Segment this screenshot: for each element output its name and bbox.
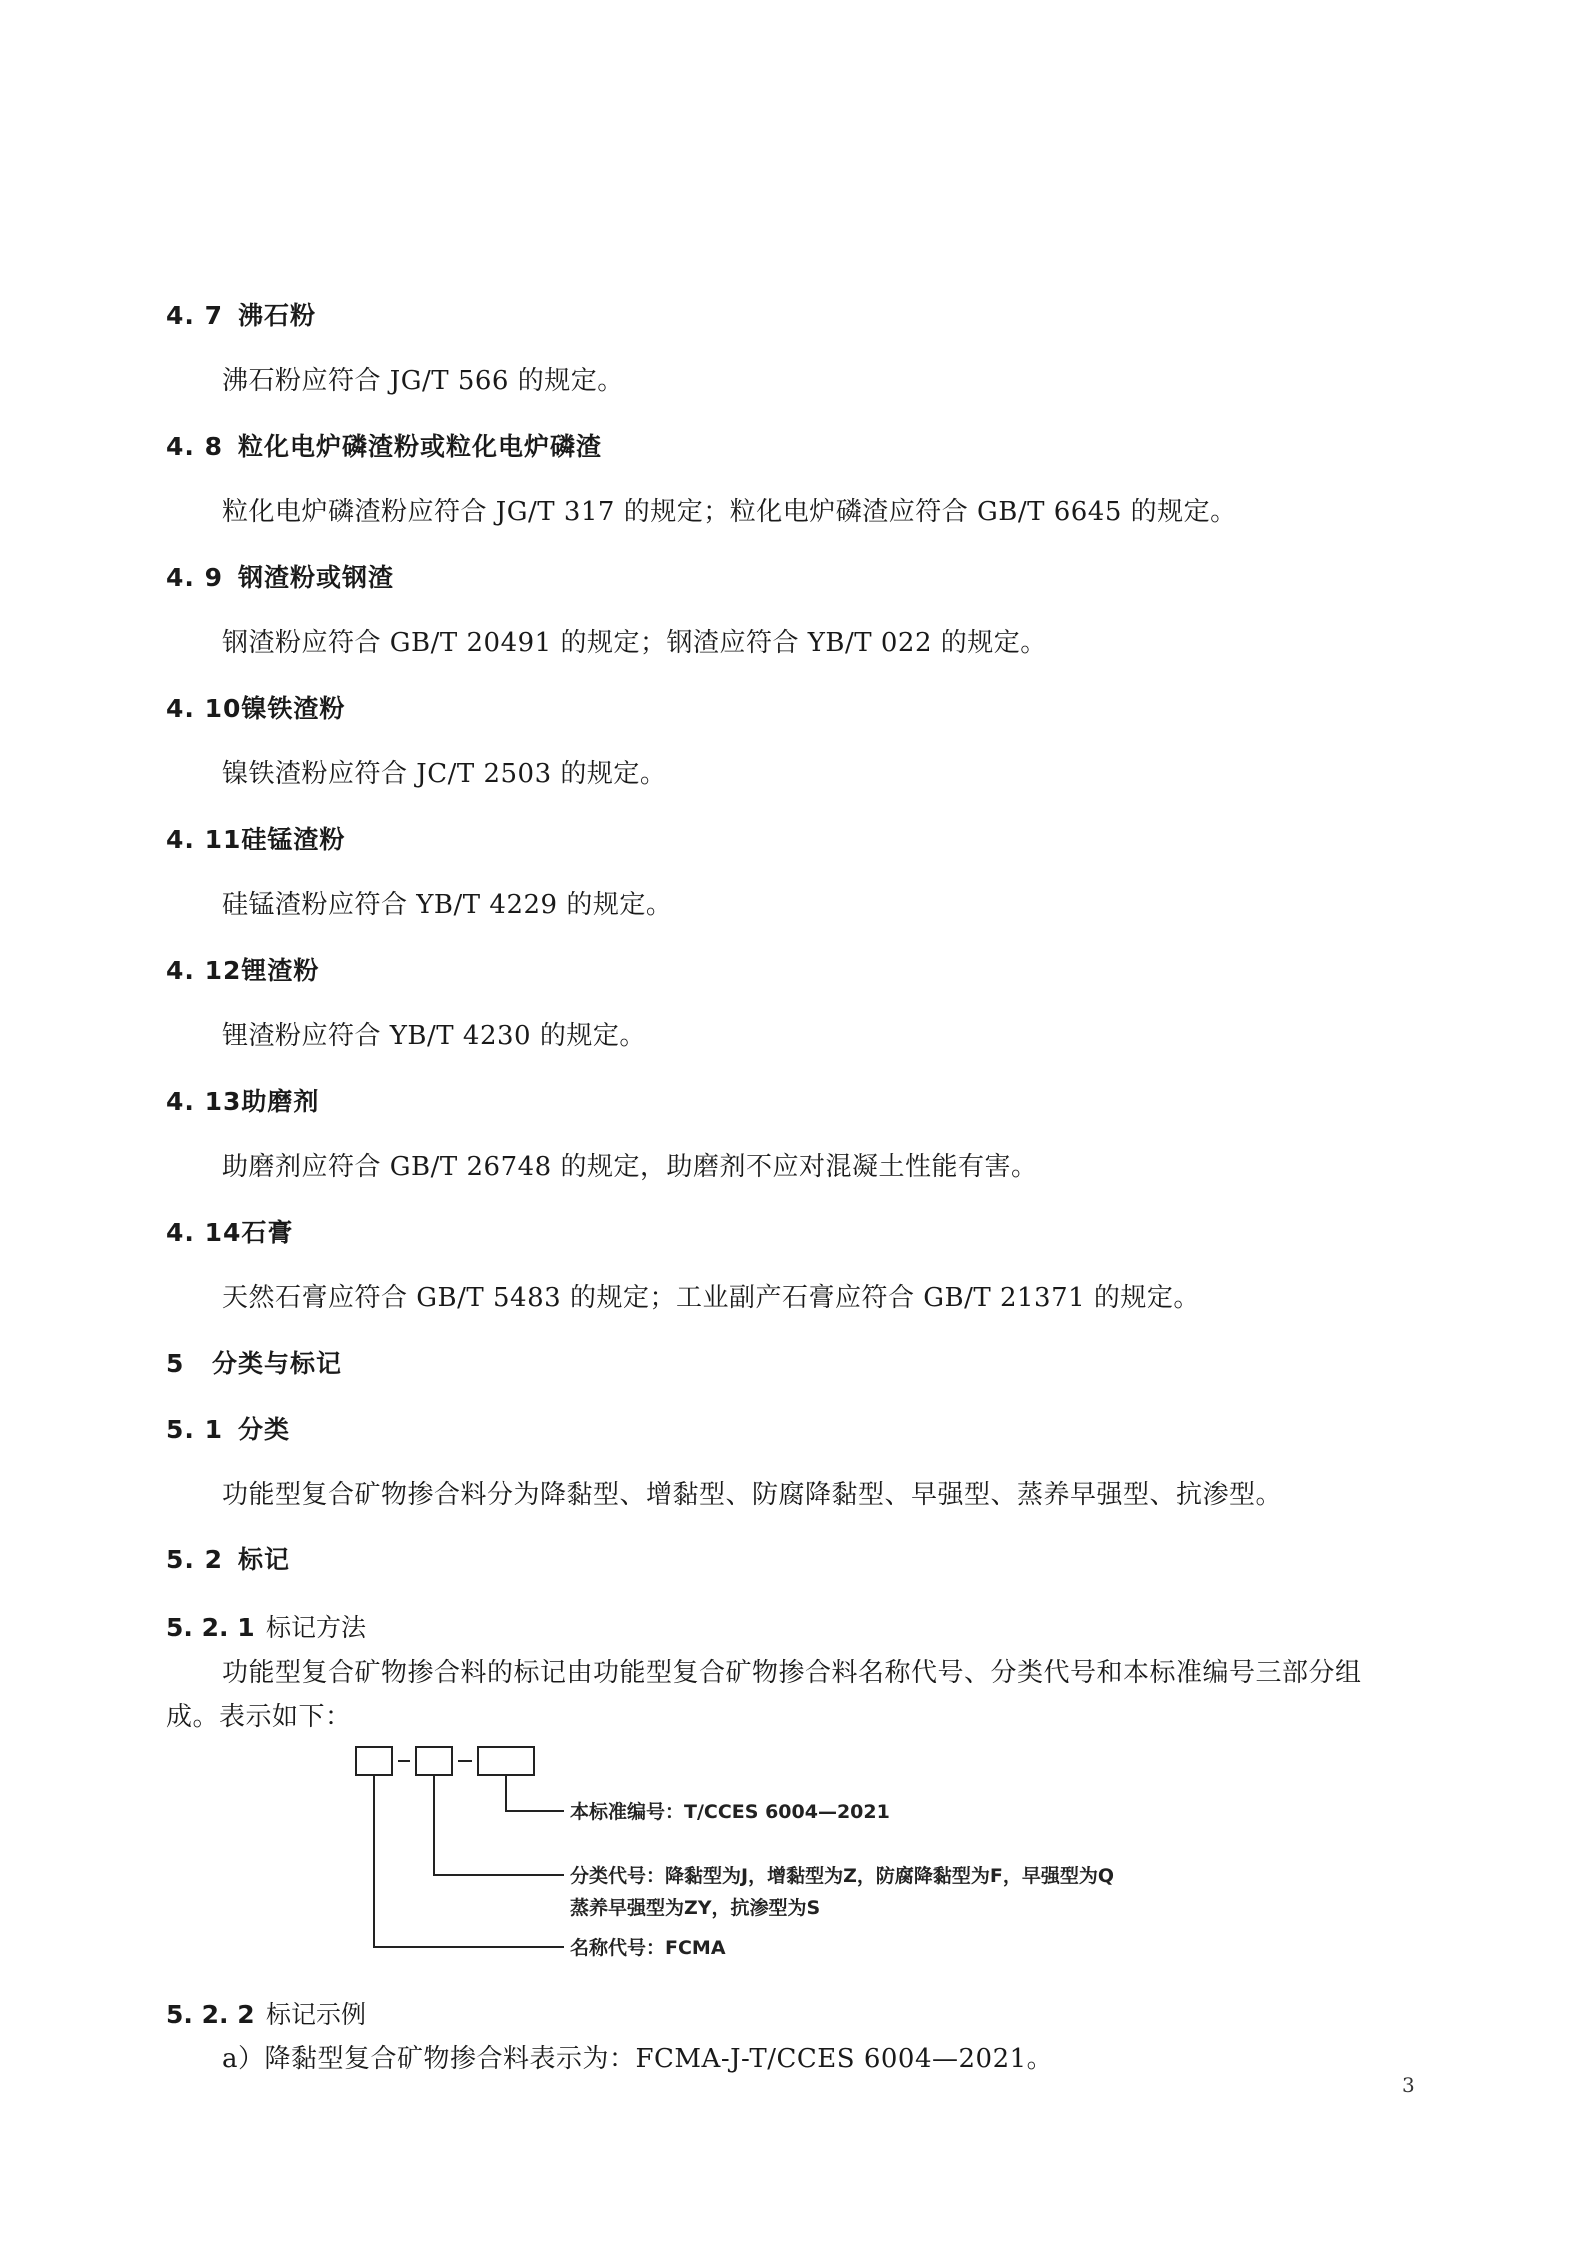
section-number: 4. 12 xyxy=(166,956,242,985)
section-number: 4. 14 xyxy=(166,1218,242,1247)
section-title: 钢渣粉或钢渣 xyxy=(238,563,395,592)
subsection-heading xyxy=(166,1995,366,2031)
section-heading xyxy=(166,558,394,594)
name-leader-line xyxy=(374,1775,564,1947)
chapter-heading xyxy=(166,1344,342,1380)
page-number: 3 xyxy=(1402,2073,1415,2097)
class-leader-line xyxy=(434,1775,564,1875)
standard-label: 本标准编号：T/CCES 6004—2021 xyxy=(570,1801,890,1823)
subsection-title: 标记示例 xyxy=(266,2000,367,2029)
standard-number-box xyxy=(478,1747,534,1775)
class-code-box xyxy=(416,1747,452,1775)
section-number: 5. 1 xyxy=(166,1415,223,1444)
section-title: 粒化电炉磷渣粉或粒化电炉磷渣 xyxy=(238,432,603,461)
section-text: 助磨剂应符合 GB/T 26748 的规定，助磨剂不应对混凝土性能有害。 xyxy=(222,1152,1038,1182)
marking-diagram xyxy=(350,1740,1250,1960)
section-text: 钢渣粉应符合 GB/T 20491 的规定；钢渣应符合 YB/T 022 的规定。 xyxy=(222,628,1047,658)
section-text: 镍铁渣粉应符合 JC/T 2503 的规定。 xyxy=(222,759,667,789)
name-code-box xyxy=(356,1747,392,1775)
subsection-number: 5. 2. 1 xyxy=(166,1613,255,1642)
section-title: 标记 xyxy=(238,1545,291,1574)
section-number: 4. 8 xyxy=(166,432,223,461)
section-heading xyxy=(166,427,602,463)
subsection-title: 标记方法 xyxy=(266,1613,367,1642)
section-title: 助磨剂 xyxy=(241,1087,320,1116)
subsection-number: 5. 2. 2 xyxy=(166,2000,255,2029)
subsection-heading xyxy=(166,1608,366,1644)
section-heading xyxy=(166,689,345,725)
section-heading xyxy=(166,820,345,856)
chapter-title: 分类与标记 xyxy=(212,1349,343,1378)
section-text: 锂渣粉应符合 YB/T 4230 的规定。 xyxy=(222,1021,646,1051)
section-number: 4. 11 xyxy=(166,825,242,854)
section-heading xyxy=(166,1410,290,1446)
section-title: 沸石粉 xyxy=(238,301,317,330)
section-number: 4. 13 xyxy=(166,1087,242,1116)
chapter-number: 5 xyxy=(166,1349,185,1378)
section-heading xyxy=(166,1082,319,1118)
section-number: 4. 9 xyxy=(166,563,223,592)
subsection-text-line: 功能型复合矿物掺合料的标记由功能型复合矿物掺合料名称代号、分类代号和本标准编号三部分组 xyxy=(222,1658,1362,1688)
section-title: 硅锰渣粉 xyxy=(241,825,346,854)
section-text: 功能型复合矿物掺合料分为降黏型、增黏型、防腐降黏型、早强型、蒸养早强型、抗渗型。 xyxy=(222,1480,1283,1510)
standard-leader-line xyxy=(506,1775,564,1811)
section-heading xyxy=(166,1540,290,1576)
section-title: 石膏 xyxy=(241,1218,294,1247)
section-heading xyxy=(166,951,319,987)
section-text: 硅锰渣粉应符合 YB/T 4229 的规定。 xyxy=(222,890,673,920)
section-number: 5. 2 xyxy=(166,1545,223,1574)
section-title: 锂渣粉 xyxy=(241,956,320,985)
class-label-line2: 蒸养早强型为ZY，抗渗型为S xyxy=(570,1897,821,1919)
section-title: 分类 xyxy=(238,1415,291,1444)
section-text: 粒化电炉磷渣粉应符合 JG/T 317 的规定；粒化电炉磷渣应符合 GB/T 6645 的规定。 xyxy=(222,497,1237,527)
section-number: 4. 10 xyxy=(166,694,242,723)
section-heading xyxy=(166,1213,293,1249)
section-heading xyxy=(166,296,316,332)
subsection-text-line: 成。表示如下： xyxy=(166,1702,352,1732)
class-label-line1: 分类代号：降黏型为J，增黏型为Z，防腐降黏型为F，早强型为Q xyxy=(570,1865,1114,1887)
name-label: 名称代号：FCMA xyxy=(570,1937,726,1959)
section-text: 沸石粉应符合 JG/T 566 的规定。 xyxy=(222,366,624,396)
section-text: 天然石膏应符合 GB/T 5483 的规定；工业副产石膏应符合 GB/T 21371 的规定。 xyxy=(222,1283,1200,1313)
section-title: 镍铁渣粉 xyxy=(241,694,346,723)
section-number: 4. 7 xyxy=(166,301,223,330)
example-item: a）降黏型复合矿物掺合料表示为：FCMA-J-T/CCES 6004—2021。 xyxy=(222,2044,1054,2074)
